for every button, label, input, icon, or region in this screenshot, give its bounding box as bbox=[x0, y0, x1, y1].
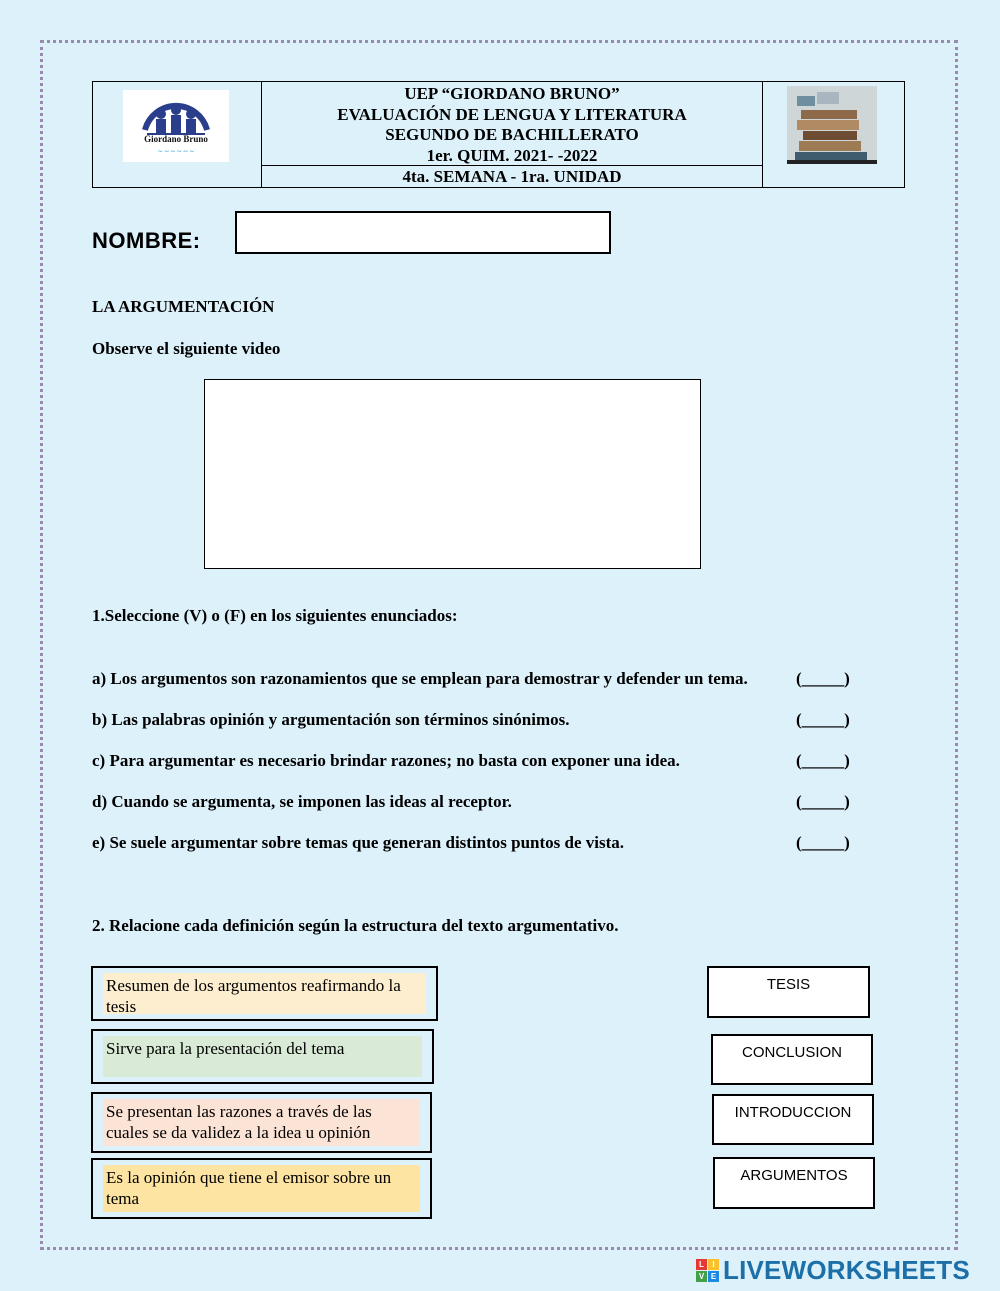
definition-text: Se presentan las razones a través de las cuales se da validez a la idea u opinión bbox=[103, 1099, 420, 1146]
school-logo bbox=[123, 90, 229, 162]
definition-box-3[interactable] bbox=[91, 1092, 432, 1153]
logo-cell bbox=[93, 82, 262, 187]
answer-blank-b[interactable]: (_____) bbox=[796, 710, 850, 729]
statement-c: c) Para argumentar es necesario brindar razones; no basta con exponer una idea. bbox=[92, 751, 680, 770]
question-2-prompt: 2. Relacione cada definición según la estructura del texto argumentativo. bbox=[92, 916, 619, 935]
name-label: NOMBRE: bbox=[92, 228, 201, 253]
definition-box-2[interactable] bbox=[91, 1029, 434, 1084]
name-input[interactable] bbox=[235, 211, 611, 254]
definition-text: Es la opinión que tiene el emisor sobre un tema bbox=[103, 1165, 420, 1212]
books-image bbox=[787, 86, 877, 164]
statement-a: a) Los argumentos son razonamientos que se emplean para demostrar y defender un tema. bbox=[92, 669, 748, 688]
week-label: 4ta. SEMANA - 1ra. UNIDAD bbox=[261, 165, 763, 188]
definition-box-4[interactable] bbox=[91, 1158, 432, 1219]
definition-box-1[interactable] bbox=[91, 966, 438, 1021]
answer-blank-a[interactable]: (_____) bbox=[796, 669, 850, 688]
question-1-prompt: 1.Seleccione (V) o (F) en los siguientes enunciados: bbox=[92, 606, 458, 625]
section-title: LA ARGUMENTACIÓN bbox=[92, 297, 275, 316]
answer-blank-c[interactable]: (_____) bbox=[796, 751, 850, 770]
answer-conclusion[interactable]: CONCLUSION bbox=[711, 1034, 873, 1085]
answer-argumentos[interactable]: ARGUMENTOS bbox=[713, 1157, 875, 1209]
liveworksheets-logo bbox=[696, 1255, 970, 1285]
brand-wordmark: LIVEWORKSHEETS bbox=[723, 1254, 970, 1285]
statement-b: b) Las palabras opinión y argumentación son términos sinónimos. bbox=[92, 710, 570, 729]
books-image-cell bbox=[762, 82, 904, 187]
svg-text:~ ~ ~ ~ ~ ~: ~ ~ ~ ~ ~ ~ bbox=[158, 147, 194, 156]
logo-text: Giordano Bruno bbox=[144, 134, 208, 144]
header-title-cell bbox=[261, 82, 763, 187]
evaluation-title: EVALUACIÓN DE LENGUA Y LITERATURA bbox=[337, 104, 687, 124]
definition-text: Resumen de los argumentos reafirmando la tesis bbox=[103, 973, 426, 1014]
answer-tesis[interactable]: TESIS bbox=[707, 966, 870, 1018]
answer-introduccion[interactable]: INTRODUCCION bbox=[712, 1094, 874, 1145]
header-table bbox=[92, 81, 905, 188]
term-label: 1er. QUIM. 2021- -2022 bbox=[426, 145, 598, 165]
statement-e: e) Se suele argumentar sobre temas que generan distintos puntos de vista. bbox=[92, 833, 625, 852]
brand-badge-icon: L I V E bbox=[696, 1259, 719, 1282]
answer-blank-d[interactable]: (_____) bbox=[796, 792, 850, 811]
video-player[interactable] bbox=[204, 379, 701, 569]
video-instruction: Observe el siguiente video bbox=[92, 339, 281, 358]
grade-level: SEGUNDO DE BACHILLERATO bbox=[385, 125, 639, 144]
definition-text: Sirve para la presentación del tema bbox=[103, 1036, 422, 1077]
school-name: UEP “GIORDANO BRUNO” bbox=[404, 84, 620, 103]
answer-blank-e[interactable]: (_____) bbox=[796, 833, 850, 852]
statement-d: d) Cuando se argumenta, se imponen las ideas al receptor. bbox=[92, 792, 512, 811]
